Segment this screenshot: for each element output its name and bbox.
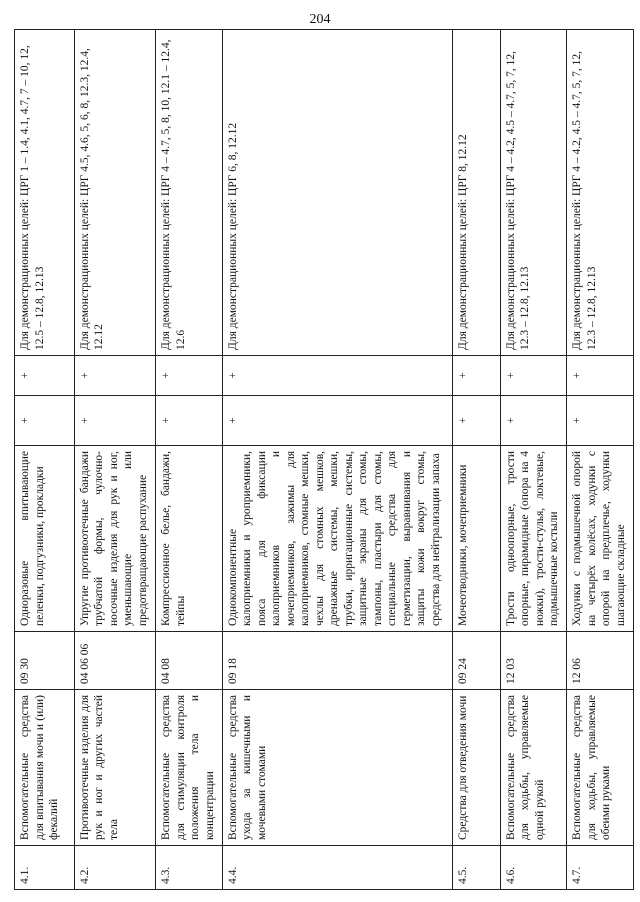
table-row <box>500 30 567 890</box>
plus-mark: + <box>453 396 500 446</box>
page-number: 204 <box>309 12 331 27</box>
plus-mark: + <box>74 396 156 446</box>
table-row <box>156 30 223 890</box>
device-name: Вспомогательные средства для впитывания мочи и (или) фекалий <box>15 690 75 846</box>
plus-mark: + <box>453 356 500 396</box>
plus-mark: + <box>567 396 634 446</box>
plus-mark: + <box>567 356 634 396</box>
device-code: 12 06 <box>567 632 634 690</box>
device-code: 09 30 <box>15 632 75 690</box>
row-number: 4.4. <box>222 846 452 890</box>
table-row <box>222 30 452 890</box>
target-groups-note: Для демонстрационных целей: ЦРГ 4 – 4.2, 4.5 – 4.7, 5, 7, 12, 12.3 – 12.8, 12.13 <box>500 30 567 356</box>
target-groups-note: Для демонстрационных целей: ЦРГ 4 – 4.2, 4.5 – 4.7, 5, 7, 12, 12.3 – 12.8, 12.13 <box>567 30 634 356</box>
target-groups-note: Для демонстрационных целей: ЦРГ 4 – 4.7, 5, 8, 10, 12.1 – 12.4, 12.6 <box>156 30 223 356</box>
row-number: 4.2. <box>74 846 156 890</box>
device-description: Упругие противоотечные бандажи трубчатой формы, чулочно-носочные изделия для рук и ног, уменьшающие или предотвращающие распухание <box>74 446 156 632</box>
plus-mark: + <box>74 356 156 396</box>
target-groups-note: Для демонстрационных целей: ЦРГ 4.5, 4.6, 5, 6, 8, 12.3, 12.4, 12.12 <box>74 30 156 356</box>
equipment-table <box>14 29 634 890</box>
target-groups-note: Для демонстрационных целей: ЦРГ 1 – 1.4, 4.1, 4.7, 7 – 10, 12, 12.5 – 12.8, 12.13 <box>15 30 75 356</box>
table-row <box>567 30 634 890</box>
row-number: 4.1. <box>15 846 75 890</box>
target-groups-note: Для демонстрационных целей: ЦРГ 6, 8, 12.12 <box>222 30 452 356</box>
row-number: 4.5. <box>453 846 500 890</box>
table-row <box>453 30 500 890</box>
plus-mark: + <box>15 356 75 396</box>
device-description: Ходунки с подмышечной опорой на четырёх колёсах, ходунки с опорой на предплечье, ходунки шагающие складные <box>567 446 634 632</box>
device-name: Вспомогательные средства ухода за кишечными и мочевыми стомами <box>222 690 452 846</box>
device-name: Вспомогательные средства для ходьбы, управляемые обеими руками <box>567 690 634 846</box>
table-row <box>15 30 75 890</box>
device-code: 12 03 <box>500 632 567 690</box>
row-number: 4.3. <box>156 846 223 890</box>
device-name: Противоотечные изделия для рук и ног и других частей тела <box>74 690 156 846</box>
device-description: Компрессионное белье, бандажи, тейпы <box>156 446 223 632</box>
plus-mark: + <box>156 356 223 396</box>
device-code: 04 06 06 <box>74 632 156 690</box>
device-name: Вспомогательные средства для стимуляции контроля положения тела и концентрации <box>156 690 223 846</box>
row-number: 4.6. <box>500 846 567 890</box>
device-description: Однокомпонентные калоприемники и уроприемники, пояса для фиксации калоприемников и мочеприемников, зажимы для калоприемников, стомные мешки, чехлы для стомных мешков, дренажные системы, мешки, трубки, ирригационные системы, защитные экраны для стомы, тампоны, пластыри для стомы, специальные средства для герметизации, выравнивания и защиты кожи вокруг стомы, средства для нейтрализации запаха <box>222 446 452 632</box>
device-name: Вспомогательные средства для ходьбы, управляемые одной рукой <box>500 690 567 846</box>
row-number: 4.7. <box>567 846 634 890</box>
device-description: Трости одноопорные, трости опорные, пирамидные (опора на 4 ножки), трости-стулья, локтевые, подмышечные костыли <box>500 446 567 632</box>
device-code: 09 18 <box>222 632 452 690</box>
plus-mark: + <box>500 356 567 396</box>
device-code: 04 08 <box>156 632 223 690</box>
plus-mark: + <box>500 396 567 446</box>
target-groups-note: Для демонстрационных целей: ЦРГ 8, 12.12 <box>453 30 500 356</box>
device-name: Средства для отведения мочи <box>453 690 500 846</box>
plus-mark: + <box>156 396 223 446</box>
device-description: Одноразовые впитывающие пеленки, подгузники, прокладки <box>15 446 75 632</box>
rotated-table-container <box>14 30 634 890</box>
plus-mark: + <box>15 396 75 446</box>
plus-mark: + <box>222 396 452 446</box>
plus-mark: + <box>222 356 452 396</box>
table-row <box>74 30 156 890</box>
device-description: Мочеотводники, мочеприемники <box>453 446 500 632</box>
device-code: 09 24 <box>453 632 500 690</box>
